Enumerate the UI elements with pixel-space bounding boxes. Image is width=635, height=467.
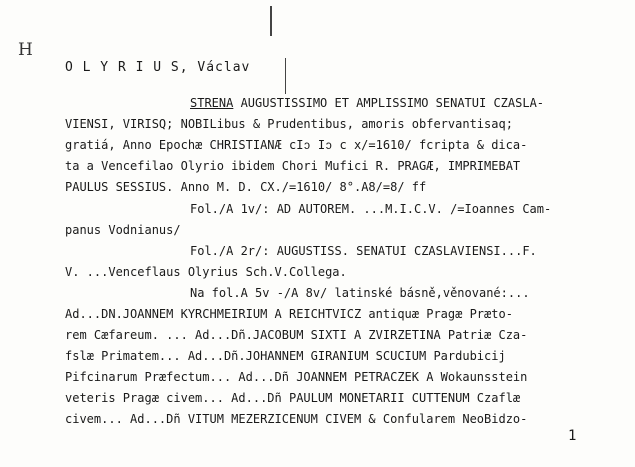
text-line-14: Pifcinarum Præfectum... Ad...Dñ JOANNEM PETRACZEK A Wokaunsstein [65, 370, 528, 384]
text-line-8: Fol./A 2r/: AUGUSTISS. SENATUI CZASLAVIENSI...F. [190, 244, 537, 258]
text-line-13: fslæ Primatem... Ad...Dñ.JOHANNEM GIRANIUM SCUCIUM Pardubicij [65, 349, 506, 363]
text-line-11: Ad...DN.JOANNEM KYRCHMEIRIUM A REICHTVICZ antiquæ Pragæ Præto- [65, 307, 513, 321]
text-line-3: gratiá, Anno Epochæ CHRISTIANÆ cIↄ Iↄ c x/=1610/ fcripta & dica- [65, 138, 528, 152]
page-number: 1 [568, 428, 577, 444]
text-line-4: ta a Vencefilao Olyrio ibidem Chori Mufici R. PRAGÆ, IMPRIMEBAT [65, 159, 521, 173]
text-line-9: V. ...Venceflaus Olyrius Sch.V.Collega. [65, 265, 347, 279]
author-heading: O L Y R I U S, Václav [65, 60, 251, 75]
text-line-1: STRENA AUGUSTISSIMO ET AMPLISSIMO SENATUI CZASLA- [190, 96, 545, 110]
text-line-12: rem Cæfareum. ... Ad...Dñ.JACOBUM SIXTI A ZVIRZETINA Patriæ Cza- [65, 328, 528, 342]
text-line-10: Na fol.A 5v -/A 8v/ latinské básně,věnované:... [190, 286, 530, 300]
text-line-5: PAULUS SESSIUS. Anno M. D. CX./=1610/ 8°.A8/=8/ ff [65, 180, 427, 194]
vertical-pen-mark [270, 6, 272, 36]
text-line-16: civem... Ad...Dñ VITUM MEZERZICENUM CIVEM & Confularem NeoBidzo- [65, 412, 528, 426]
text-line-7: panus Vodnianus/ [65, 223, 181, 237]
text-line-6: Fol./A 1v/: AD AUTOREM. ...M.I.C.V. /=Ioannes Cam- [190, 202, 552, 216]
vertical-guide-line [285, 58, 286, 94]
text-line-2: VIENSI, VIRISQ; NOBILibus & Prudentibus, amoris obfervantisaq; [65, 117, 513, 131]
corner-mark: H [18, 40, 33, 60]
text-line-15: veteris Pragæ civem... Ad...Dñ PAULUM MONETARII CUTTENUM Czaflæ [65, 391, 521, 405]
